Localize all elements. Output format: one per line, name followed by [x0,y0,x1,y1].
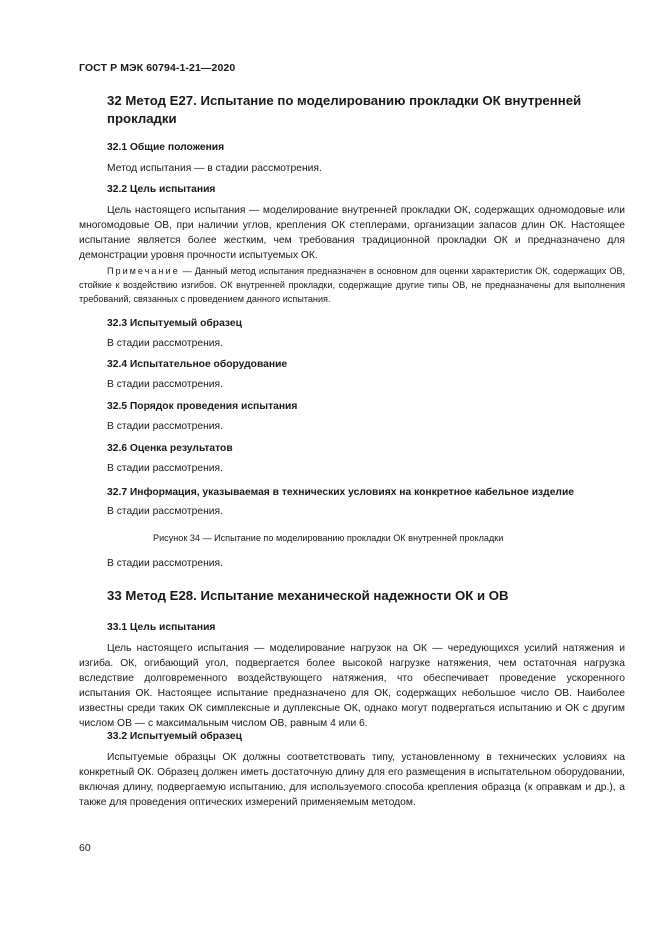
subsection-32-7-heading: 32.7 Информация, указываемая в технических условиях на конкретное кабельное изделие [107,487,575,498]
subsection-32-5-heading: 32.5 Порядок проведения испытания [107,401,298,412]
section-32-title: 32 Метод Е27. Испытание по моделированию прокладки ОК внутренней прокладки [107,93,582,126]
section-33-title: 33 Метод Е28. Испытание механической надежности ОК и ОВ [107,588,509,603]
subsection-32-2-text: Цель настоящего испытания — моделирование внутренней прокладки ОК, содержащих одномодовые или многомодовые ОВ, при наличии углов, крепления ОК степлерами, организации запасов длин ОК. Настоящее испытание является более жестким, чем требования традиционной прокладки ОК и предназначено для демонстрации уровня прочности испытуемых ОК. [79,205,625,261]
subsection-33-1-heading: 33.1 Цель испытания [107,622,216,633]
subsection-32-5-text: В стадии рассмотрения. [107,421,223,432]
subsection-32-6-text: В стадии рассмотрения. [107,463,223,474]
subsection-32-6-heading: 32.6 Оценка результатов [107,443,233,454]
subsection-32-3-text: В стадии рассмотрения. [107,338,223,349]
subsection-33-1-text: Цель настоящего испытания — моделирование нагрузок на ОК — чередующихся усилий натяжения и изгиба. ОК, огибающий угол, подвергается более высокой нагрузке натяжения, чем остаточная нагрузка вследствие долговременного воздействующего натяжения, что обеспечивает проведение ускоренного испытания ОК. Настоящее испытание предназначено для ОК, содержащих небольшое число ОВ. Наиболее известны среди таких ОК симплексные и дуплексные ОК, однако могут подвергаться испытанию и ОК с другим числом ОВ — с максимальным числом ОВ, равным 4 или 6. [79,643,625,729]
subsection-32-7-text: В стадии рассмотрения. [107,506,223,517]
subsection-32-1-text: Метод испытания — в стадии рассмотрения. [107,163,322,174]
subsection-32-2-heading: 32.2 Цель испытания [107,184,216,195]
page-number: 60 [79,842,91,854]
document-header: ГОСТ Р МЭК 60794-1-21—2020 [79,62,236,74]
subsection-32-1-heading: 32.1 Общие положения [107,142,225,153]
note-label: Примечание [107,266,180,276]
subsection-32-4-heading: 32.4 Испытательное оборудование [107,359,288,370]
note-text: — Данный метод испытания предназначен в основном для оценки характеристик ОК, содержащих ОВ, стойкие к воздействию изгибов. ОК внутренней прокладки, содержащие другие типы ОВ, не предназначены для выполнения требований, связанных с проведением данного испытания. [79,266,625,304]
figure-caption: Рисунок 34 — Испытание по моделированию прокладки ОК внутренней прокладки [153,533,504,543]
subsection-33-2-heading: 33.2 Испытуемый образец [107,731,242,742]
subsection-32-3-heading: 32.3 Испытуемый образец [107,318,242,329]
figure-note-text: В стадии рассмотрения. [107,558,223,569]
subsection-32-4-text: В стадии рассмотрения. [107,379,223,390]
subsection-33-2-text: Испытуемые образцы ОК должны соответствовать типу, установленному в технических условиях на конкретный ОК. Образец должен иметь достаточную длину для его размещения в испытательном оборудовании, включая длину, подвергаемую испытанию, для используемого способа крепления образца (к оправкам и др.), а также для проведения оптических измерений применяемым методом. [79,752,625,808]
note-paragraph [79,264,625,306]
